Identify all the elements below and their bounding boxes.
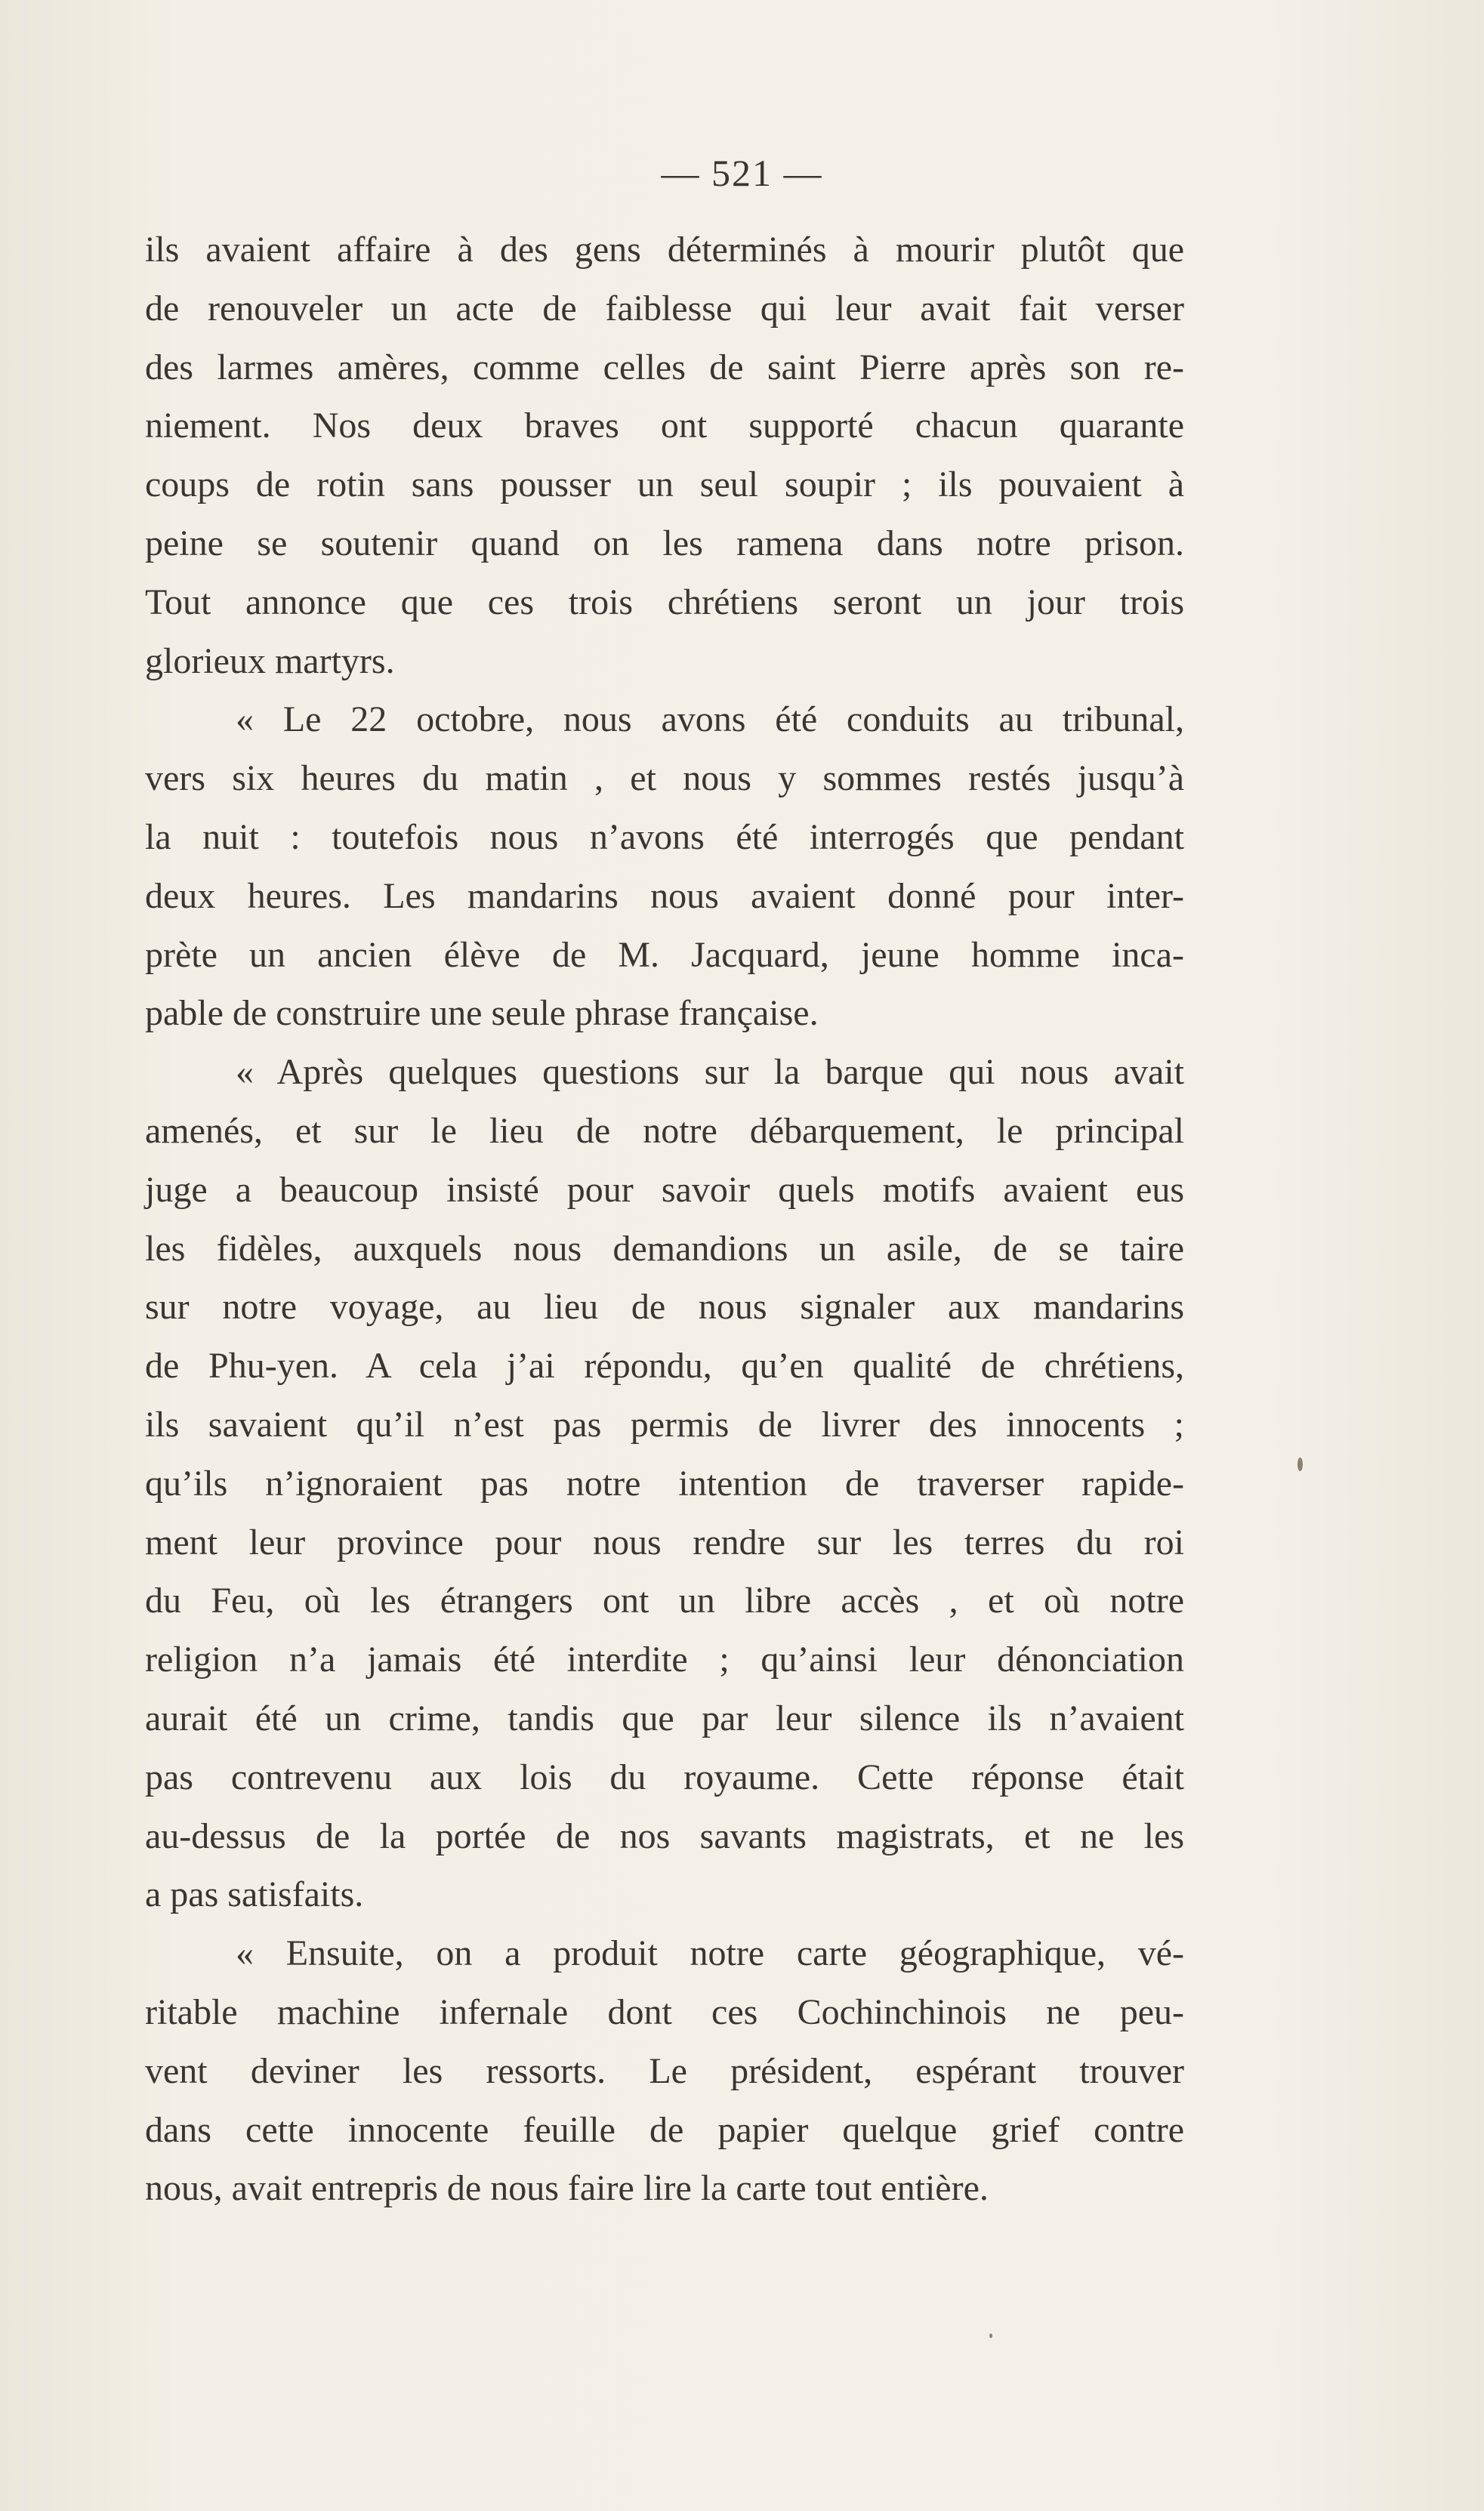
- text-line: au-dessus de la portée de nos savants magistrats, et ne les: [145, 1815, 1184, 1856]
- page-number: — 521 —: [661, 152, 823, 194]
- text-line: nous, avait entrepris de nous faire lire la carte tout entière.: [145, 2168, 989, 2209]
- text-line: Tout annonce que ces trois chrétiens seront un jour trois: [145, 581, 1184, 622]
- text-line: de Phu-yen. A cela j’ai répondu, qu’en qualité de chrétiens,: [145, 1346, 1184, 1387]
- text-line: la nuit : toutefois nous n’avons été interrogés que pendant: [145, 816, 1184, 857]
- text-line: les fidèles, auxquels nous demandions un asile, de se taire: [145, 1228, 1184, 1269]
- paper-speck: [1297, 1458, 1303, 1471]
- text-line: du Feu, où les étrangers ont un libre accès , et où notre: [145, 1581, 1184, 1621]
- text-line: qu’ils n’ignoraient pas notre intention de traverser rapide-: [145, 1463, 1184, 1504]
- text-line: deux heures. Les mandarins nous avaient donné pour inter-: [145, 875, 1184, 916]
- text-line: prète un ancien élève de M. Jacquard, jeune homme inca-: [145, 934, 1184, 975]
- text-line: vers six heures du matin , et nous y sommes restés jusqu’à: [145, 758, 1184, 799]
- text-line: amenés, et sur le lieu de notre débarquement, le principal: [145, 1110, 1184, 1151]
- text-line: pas contrevenu aux lois du royaume. Cette réponse était: [145, 1757, 1184, 1797]
- text-line: sur notre voyage, au lieu de nous signaler aux mandarins: [145, 1287, 1184, 1328]
- text-line: vent deviner les ressorts. Le président, espérant trouver: [145, 2050, 1184, 2091]
- text-line: « Le 22 octobre, nous avons été conduits au tribunal,: [236, 699, 1184, 740]
- text-line: de renouveler un acte de faiblesse qui leur avait fait verser: [145, 288, 1184, 329]
- text-line: « Après quelques questions sur la barque qui nous avait: [236, 1052, 1184, 1093]
- text-line: ils savaient qu’il n’est pas permis de livrer des innocents ;: [145, 1404, 1184, 1445]
- text-line: pable de construire une seule phrase française.: [145, 993, 819, 1034]
- text-line: « Ensuite, on a produit notre carte géographique, vé-: [236, 1933, 1184, 1974]
- text-line: glorieux martyrs.: [145, 640, 395, 681]
- text-line: a pas satisfaits.: [145, 1874, 364, 1915]
- text-line: juge a beaucoup insisté pour savoir quels motifs avaient eus: [145, 1169, 1184, 1210]
- text-line: peine se soutenir quand on les ramena dans notre prison.: [145, 523, 1184, 563]
- paper-speck: [989, 2334, 992, 2338]
- text-line: des larmes amères, comme celles de saint Pierre après son re-: [145, 347, 1184, 387]
- text-line: dans cette innocente feuille de papier quelque grief contre: [145, 2109, 1184, 2150]
- body-text: [145, 221, 1184, 2218]
- text-line: niement. Nos deux braves ont supporté chacun quarante: [145, 406, 1184, 446]
- text-line: ment leur province pour nous rendre sur les terres du roi: [145, 1522, 1184, 1562]
- text-line: ritable machine infernale dont ces Cochinchinois ne peu-: [145, 1991, 1184, 2032]
- text-line: aurait été un crime, tandis que par leur silence ils n’avaient: [145, 1698, 1184, 1738]
- text-line: coups de rotin sans pousser un seul soupir ; ils pouvaient à: [145, 464, 1184, 505]
- text-line: religion n’a jamais été interdite ; qu’ainsi leur dénonciation: [145, 1640, 1184, 1680]
- text-line: ils avaient affaire à des gens déterminés à mourir plutôt que: [145, 230, 1184, 270]
